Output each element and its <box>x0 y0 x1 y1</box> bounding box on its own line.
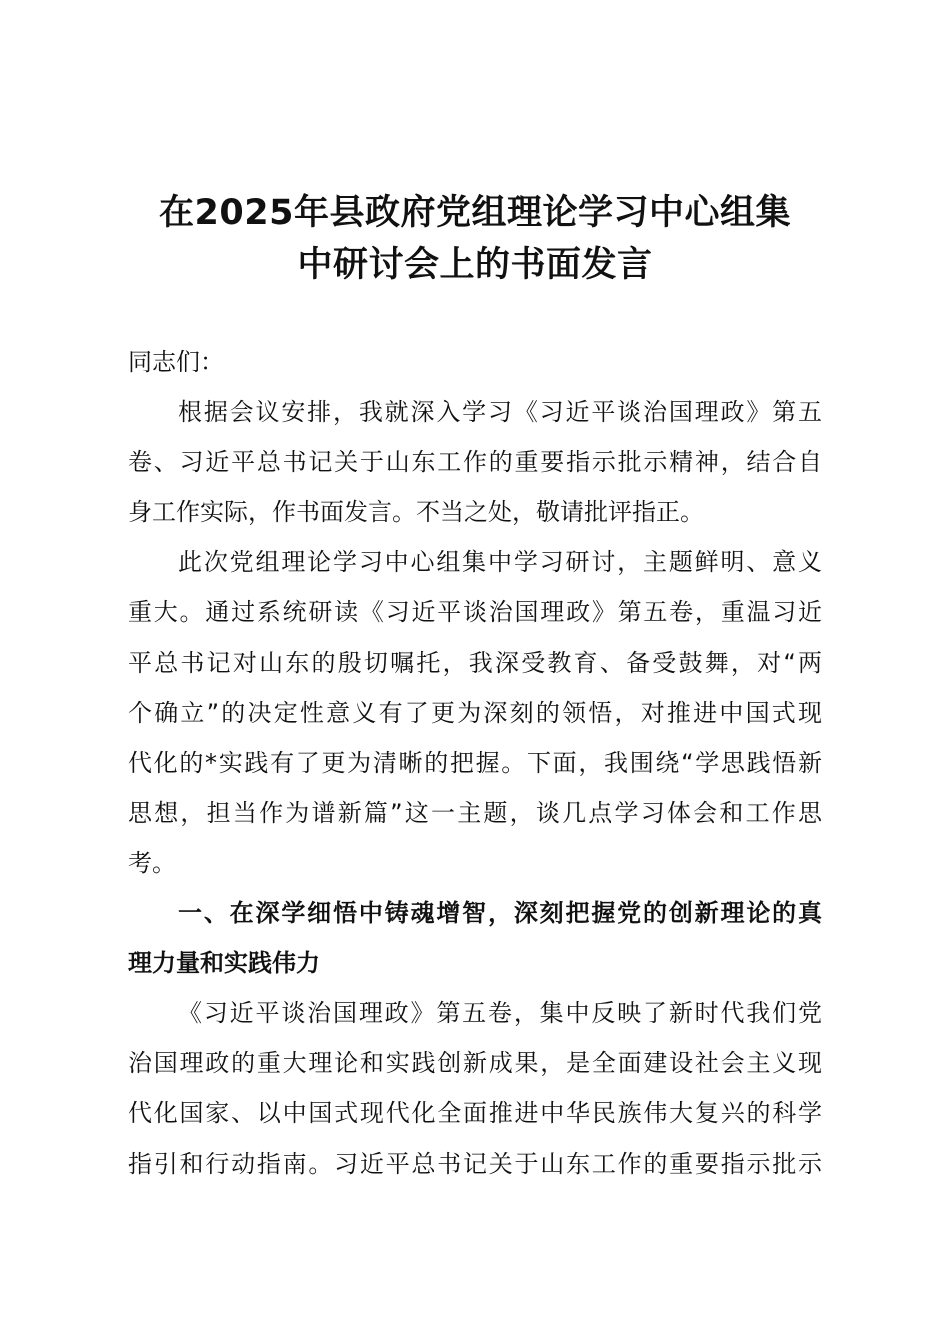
text-line: 卷、习近平总书记关于山东工作的重要指示批示精神，结合自 <box>128 448 822 477</box>
text-line: 身工作实际，作书面发言。不当之处，敬请批评指正。 <box>128 498 704 527</box>
text-line: 理力量和实践伟力 <box>128 949 320 978</box>
text-line: 根据会议安排，我就深入学习《习近平谈治国理政》第五 <box>178 398 822 427</box>
text-line: 思想，担当作为谱新篇”这一主题，谈几点学习体会和工作思 <box>128 798 822 827</box>
paragraph <box>128 988 822 1188</box>
text-line: 此次党组理论学习中心组集中学习研讨，主题鲜明、意义 <box>178 548 822 577</box>
document-body <box>128 337 822 1189</box>
paragraph <box>128 387 822 537</box>
text-line: 指引和行动指南。习近平总书记关于山东工作的重要指示批示 <box>128 1149 822 1178</box>
title-line: 中研讨会上的书面发言 <box>297 245 653 285</box>
text-line: 个确立”的决定性意义有了更为深刻的领悟，对推进中国式现 <box>128 698 822 727</box>
text-line: 治国理政的重大理论和实践创新成果，是全面建设社会主义现 <box>128 1049 822 1078</box>
document-title <box>0 187 950 291</box>
section-heading <box>128 888 822 988</box>
paragraph <box>128 537 822 888</box>
text-line: 考。 <box>128 848 176 877</box>
text-line: 代化国家、以中国式现代化全面推进中华民族伟大复兴的科学 <box>128 1099 822 1128</box>
text-line: 一、在深学细悟中铸魂增智，深刻把握党的创新理论的真 <box>178 899 822 928</box>
text-line: 代化的*实践有了更为清晰的把握。下面，我围绕“学思践悟新 <box>128 748 822 777</box>
text-line: 平总书记对山东的殷切嘱托，我深受教育、备受鼓舞，对“两 <box>128 648 822 677</box>
title-line: 在2025年县政府党组理论学习中心组集 <box>159 193 791 233</box>
salutation: 同志们： <box>128 348 224 376</box>
text-line: 重大。通过系统研读《习近平谈治国理政》第五卷，重温习近 <box>128 598 822 627</box>
text-line: 《习近平谈治国理政》第五卷，集中反映了新时代我们党 <box>178 999 822 1028</box>
